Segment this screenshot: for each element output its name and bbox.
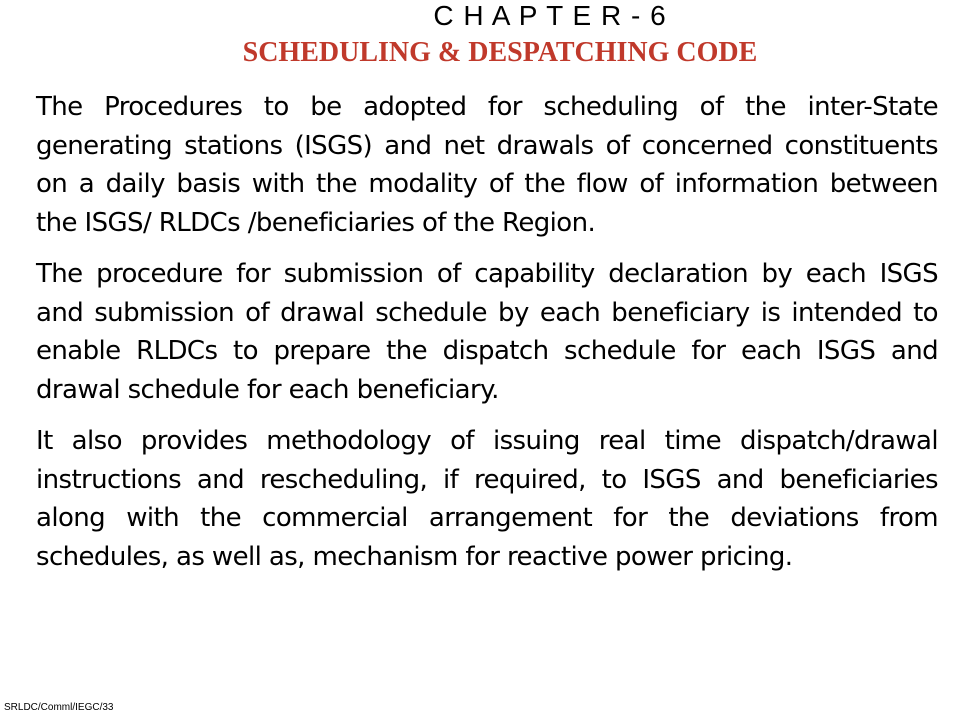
chapter-heading: C H A P T E R - 6 xyxy=(433,0,667,31)
code-title: SCHEDULING & DESPATCHING CODE xyxy=(242,37,758,68)
body-text xyxy=(36,88,938,589)
paragraph-scheduling-procedures: The Procedures to be adopted for scheduling of the inter-State generating stations (ISGS) and net drawals of concerned constituents on a daily basis with the modality of the flow of information between the ISGS/ RLDCs /beneficiaries of the Region. xyxy=(36,92,938,238)
paragraph-capability-declaration: The procedure for submission of capability declaration by each ISGS and submission of drawal schedule by each beneficiary is intended to enable RLDCs to prepare the dispatch schedule for each ISGS and drawal schedule for each beneficiary. xyxy=(36,259,938,405)
footer-reference: SRLDC/Comml/IEGC/33 xyxy=(4,702,114,713)
paragraph-dispatch-instructions: It also provides methodology of issuing real time dispatch/drawal instructions and rescheduling, if required, to ISGS and beneficiaries along with the commercial arrangement for the deviations from schedules, as well as, mechanism for reactive power pricing. xyxy=(36,426,938,572)
